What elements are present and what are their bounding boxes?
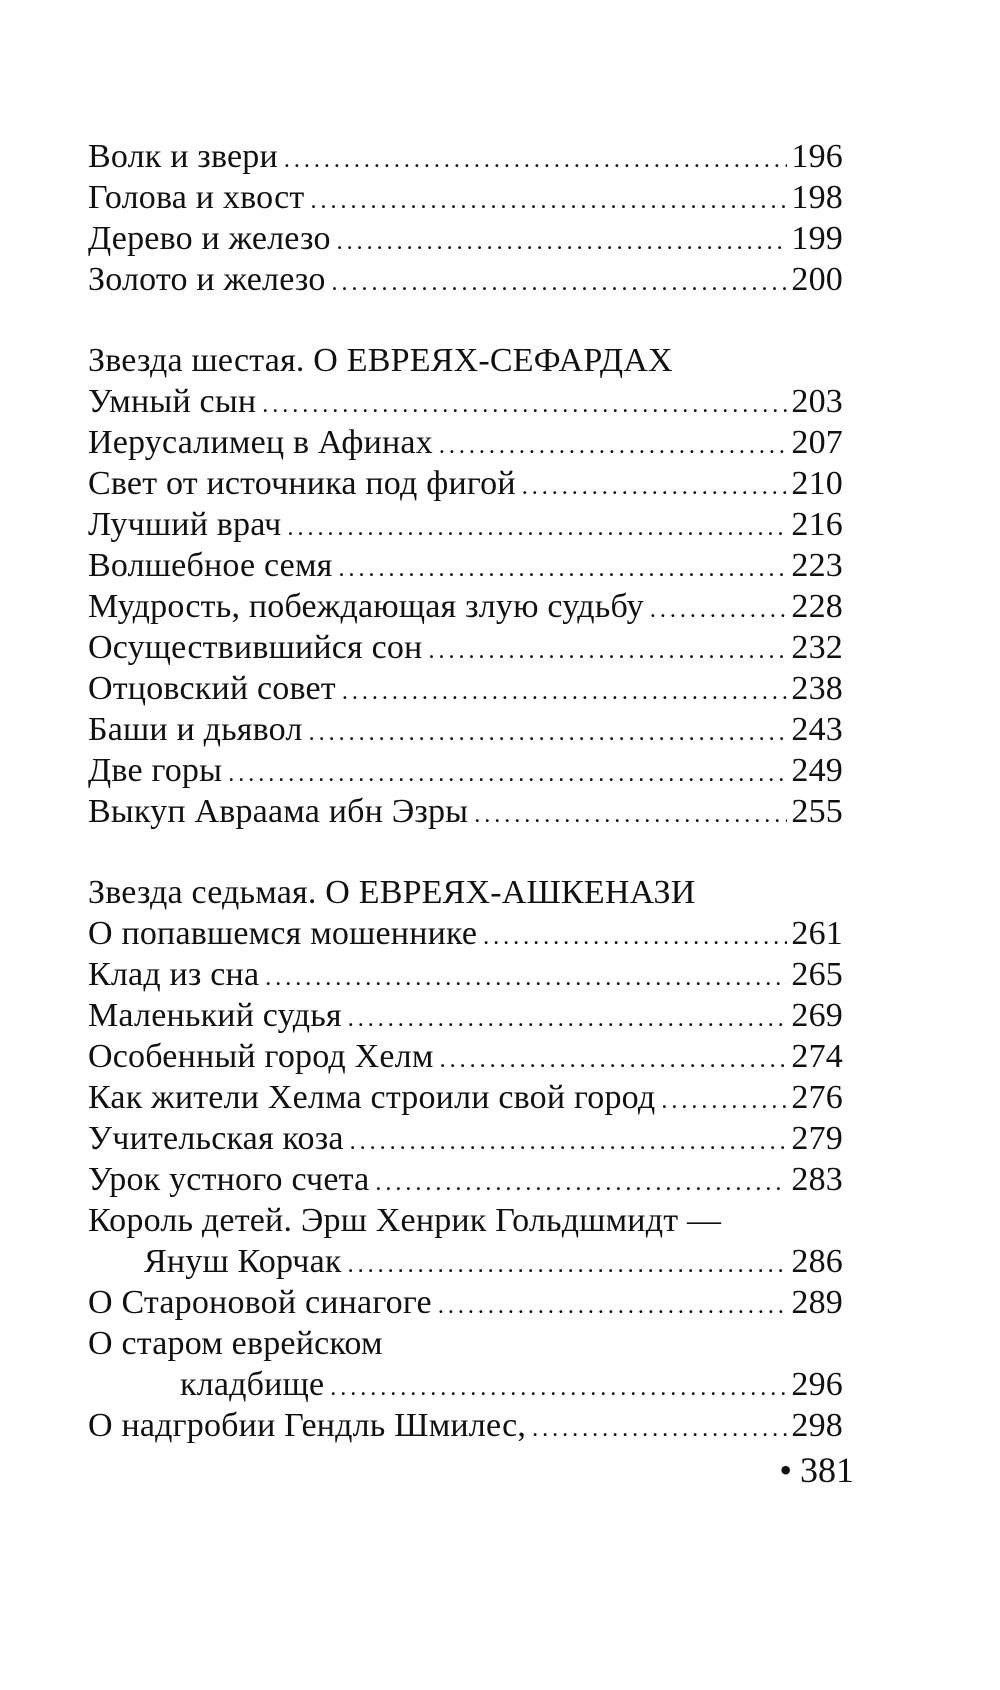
toc-entry-title: Баши и дьявол bbox=[88, 711, 303, 748]
toc-entry bbox=[88, 504, 843, 545]
toc-entry-page: 279 bbox=[791, 1120, 843, 1157]
toc-entry bbox=[88, 545, 843, 586]
toc-entry-title: О надгробии Гендль Шмилес, bbox=[88, 1407, 527, 1444]
dot-leader bbox=[228, 754, 787, 791]
toc-entry-page: 274 bbox=[791, 1038, 843, 1075]
section-gap bbox=[88, 300, 843, 340]
toc-entry-cemetery-line1: О старом еврейском bbox=[88, 1325, 383, 1362]
dot-leader bbox=[428, 631, 787, 668]
toc-entry-title: Клад из сна bbox=[88, 956, 260, 993]
dot-leader bbox=[284, 140, 788, 177]
toc-entry-title: О попавшемся мошеннике bbox=[88, 915, 478, 952]
toc-entry-page: 265 bbox=[791, 956, 843, 993]
dot-leader bbox=[287, 508, 787, 545]
section-heading-sixth-star: Звезда шестая. О ЕВРЕЯХ-СЕФАРДАХ bbox=[88, 342, 673, 379]
dot-leader bbox=[342, 672, 788, 709]
toc-entry-page: 200 bbox=[791, 261, 843, 298]
dot-leader bbox=[650, 590, 788, 627]
section-gap bbox=[88, 832, 843, 872]
section-heading-seventh-star: Звезда седьмая. О ЕВРЕЯХ-АШКЕНАЗИ bbox=[88, 874, 696, 911]
toc-entry bbox=[88, 1405, 843, 1446]
toc-entry-page: 261 bbox=[791, 915, 843, 952]
toc-entry bbox=[88, 259, 843, 300]
toc-entry-title: Золото и железо bbox=[88, 261, 326, 298]
toc-entry bbox=[88, 668, 843, 709]
toc-entry-page: 203 bbox=[791, 383, 843, 420]
toc-entry-title: Голова и хвост bbox=[88, 179, 305, 216]
toc-entry-page: 196 bbox=[791, 138, 843, 175]
dot-leader bbox=[330, 1368, 787, 1405]
toc-entry-title: Умный сын bbox=[88, 383, 257, 420]
toc-entry bbox=[88, 954, 843, 995]
toc-entry bbox=[88, 627, 843, 668]
toc-entry-page: 298 bbox=[791, 1407, 843, 1444]
dot-leader bbox=[337, 222, 788, 259]
toc-entry-title: Мудрость, побеждающая злую судьбу bbox=[88, 588, 644, 625]
dot-leader bbox=[439, 426, 788, 463]
toc-entry bbox=[88, 709, 843, 750]
toc-entry-title: Иерусалимец в Афинах bbox=[88, 424, 433, 461]
toc-entry-korczak bbox=[88, 1241, 843, 1282]
toc-entry bbox=[88, 463, 843, 504]
toc-entry-title: Маленький судья bbox=[88, 997, 342, 1034]
toc-entry-title: Учительская коза bbox=[88, 1120, 344, 1157]
toc-entry bbox=[88, 913, 843, 954]
toc-entry-page: 232 bbox=[791, 629, 843, 666]
toc-entry-page: 207 bbox=[791, 424, 843, 461]
toc-entry-page: 296 bbox=[791, 1366, 843, 1403]
toc-entry-page: 210 bbox=[791, 465, 843, 502]
toc-entry bbox=[88, 218, 843, 259]
toc-entry-title: Волк и звери bbox=[88, 138, 278, 175]
toc-entry bbox=[88, 1118, 843, 1159]
dot-leader bbox=[348, 1245, 788, 1282]
toc-entry-page: 269 bbox=[791, 997, 843, 1034]
toc-entry-page: 238 bbox=[791, 670, 843, 707]
toc-entry-title: Особенный город Хелм bbox=[88, 1038, 434, 1075]
dot-leader bbox=[311, 181, 788, 218]
toc-entry-page: 283 bbox=[791, 1161, 843, 1198]
toc-entry-title: О Староновой синагоге bbox=[88, 1284, 432, 1321]
toc-entry-title: Януш Корчак bbox=[144, 1243, 342, 1280]
page-number-value: 381 bbox=[800, 1450, 854, 1490]
dot-leader bbox=[350, 1122, 788, 1159]
dot-leader bbox=[332, 263, 788, 300]
dot-leader bbox=[474, 795, 787, 832]
dot-leader bbox=[262, 385, 787, 422]
toc-entry bbox=[88, 422, 843, 463]
toc-entry-page: 199 bbox=[791, 220, 843, 257]
toc-entry-title: Лучший врач bbox=[88, 506, 282, 543]
toc-entry-title: кладбище bbox=[180, 1366, 325, 1403]
bullet-icon: • bbox=[779, 1450, 792, 1490]
toc-entry-korczak-line1: Король детей. Эрш Хенрик Гольдшмидт — bbox=[88, 1202, 722, 1239]
dot-leader bbox=[265, 958, 787, 995]
toc-entry bbox=[88, 791, 843, 832]
dot-leader bbox=[522, 467, 788, 504]
toc-entry bbox=[88, 381, 843, 422]
toc-entry-page: 289 bbox=[791, 1284, 843, 1321]
dot-leader bbox=[483, 917, 787, 954]
toc-entry-title: Осуществившийся сон bbox=[88, 629, 423, 666]
dot-leader bbox=[309, 713, 788, 750]
dot-leader bbox=[438, 1286, 788, 1323]
toc-entry-title: Две горы bbox=[88, 752, 223, 789]
toc-entry bbox=[88, 1036, 843, 1077]
toc-entry bbox=[88, 1077, 843, 1118]
toc-entry-cemetery bbox=[88, 1364, 843, 1405]
toc-entry-title: Как жители Хелма строили свой город bbox=[88, 1079, 656, 1116]
toc-entry bbox=[88, 995, 843, 1036]
dot-leader bbox=[532, 1409, 787, 1446]
toc-entry-page: 216 bbox=[791, 506, 843, 543]
toc-entry-page: 276 bbox=[791, 1079, 843, 1116]
dot-leader bbox=[348, 999, 788, 1036]
dot-leader bbox=[339, 549, 788, 586]
toc-entry-page: 249 bbox=[791, 752, 843, 789]
toc-entry bbox=[88, 177, 843, 218]
page-number bbox=[779, 1450, 854, 1491]
toc-entry-page: 223 bbox=[791, 547, 843, 584]
toc-entry bbox=[88, 586, 843, 627]
toc-entry-title: Дерево и железо bbox=[88, 220, 331, 257]
toc-entry bbox=[88, 1159, 843, 1200]
toc-entry-page: 286 bbox=[791, 1243, 843, 1280]
toc-entry-page: 228 bbox=[791, 588, 843, 625]
dot-leader bbox=[661, 1081, 787, 1118]
table-of-contents bbox=[88, 136, 843, 1446]
toc-entry bbox=[88, 136, 843, 177]
toc-entry-title: Свет от источника под фигой bbox=[88, 465, 516, 502]
toc-entry bbox=[88, 1282, 843, 1323]
toc-entry-title: Выкуп Авраама ибн Эзры bbox=[88, 793, 469, 830]
toc-entry-title: Урок устного счета bbox=[88, 1161, 370, 1198]
toc-entry bbox=[88, 750, 843, 791]
toc-entry-title: Отцовский совет bbox=[88, 670, 336, 707]
dot-leader bbox=[440, 1040, 788, 1077]
toc-entry-title: Волшебное семя bbox=[88, 547, 333, 584]
toc-entry-page: 198 bbox=[791, 179, 843, 216]
dot-leader bbox=[375, 1163, 787, 1200]
toc-entry-page: 243 bbox=[791, 711, 843, 748]
toc-entry-page: 255 bbox=[791, 793, 843, 830]
